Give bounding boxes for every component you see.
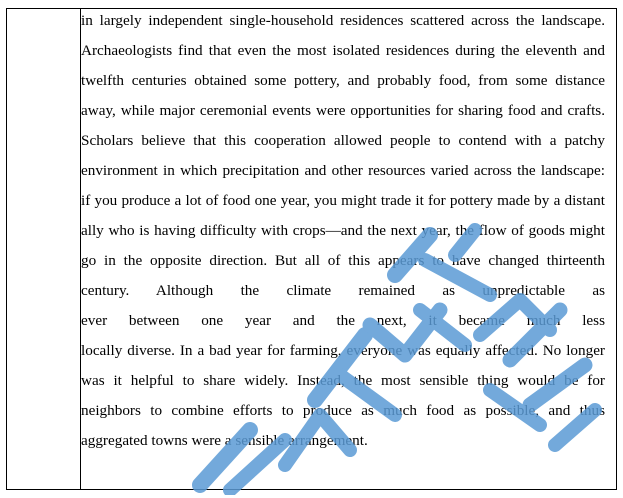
passage-line: twelfth centuries obtained some pottery, and probably food, from some distance: [81, 72, 605, 89]
passage-text-cell: [81, 6, 605, 456]
passage-line: Archaeologists find that even the most isolated residences during the eleventh and: [81, 42, 605, 59]
passage-line: Scholars believe that this cooperation allowed people to contend with a patchy: [81, 132, 605, 149]
passage-line: century. Although the climate remained as unpredictable as: [81, 282, 605, 299]
passage-line: environment in which precipitation and other resources varied across the landscape:: [81, 162, 605, 179]
passage-line: away, while major ceremonial events were opportunities for sharing food and crafts.: [81, 102, 605, 119]
passage-line: was it helpful to share widely. Instead, the most sensible thing would be for: [81, 372, 605, 389]
blank-left-column-cell: [7, 9, 81, 489]
passage-line: locally diverse. In a bad year for farming, everyone was equally affected. No longer: [81, 342, 605, 359]
passage-line: ally who is having difficulty with crops—and the next year, the flow of goods might: [81, 222, 605, 239]
passage-line: aggregated towns were a sensible arrangement.: [81, 432, 368, 449]
passage-line: in largely independent single-household residences scattered across the landscape.: [81, 12, 605, 29]
passage-line: if you produce a lot of food one year, you might trade it for pottery made by a distant: [81, 192, 605, 209]
passage-line: neighbors to combine efforts to produce as much food as possible, and thus: [81, 402, 605, 419]
passage-line: ever between one year and the next, it became much less: [81, 312, 605, 329]
passage-line: go in the opposite direction. But all of this appears to have changed thirteenth: [81, 252, 605, 269]
